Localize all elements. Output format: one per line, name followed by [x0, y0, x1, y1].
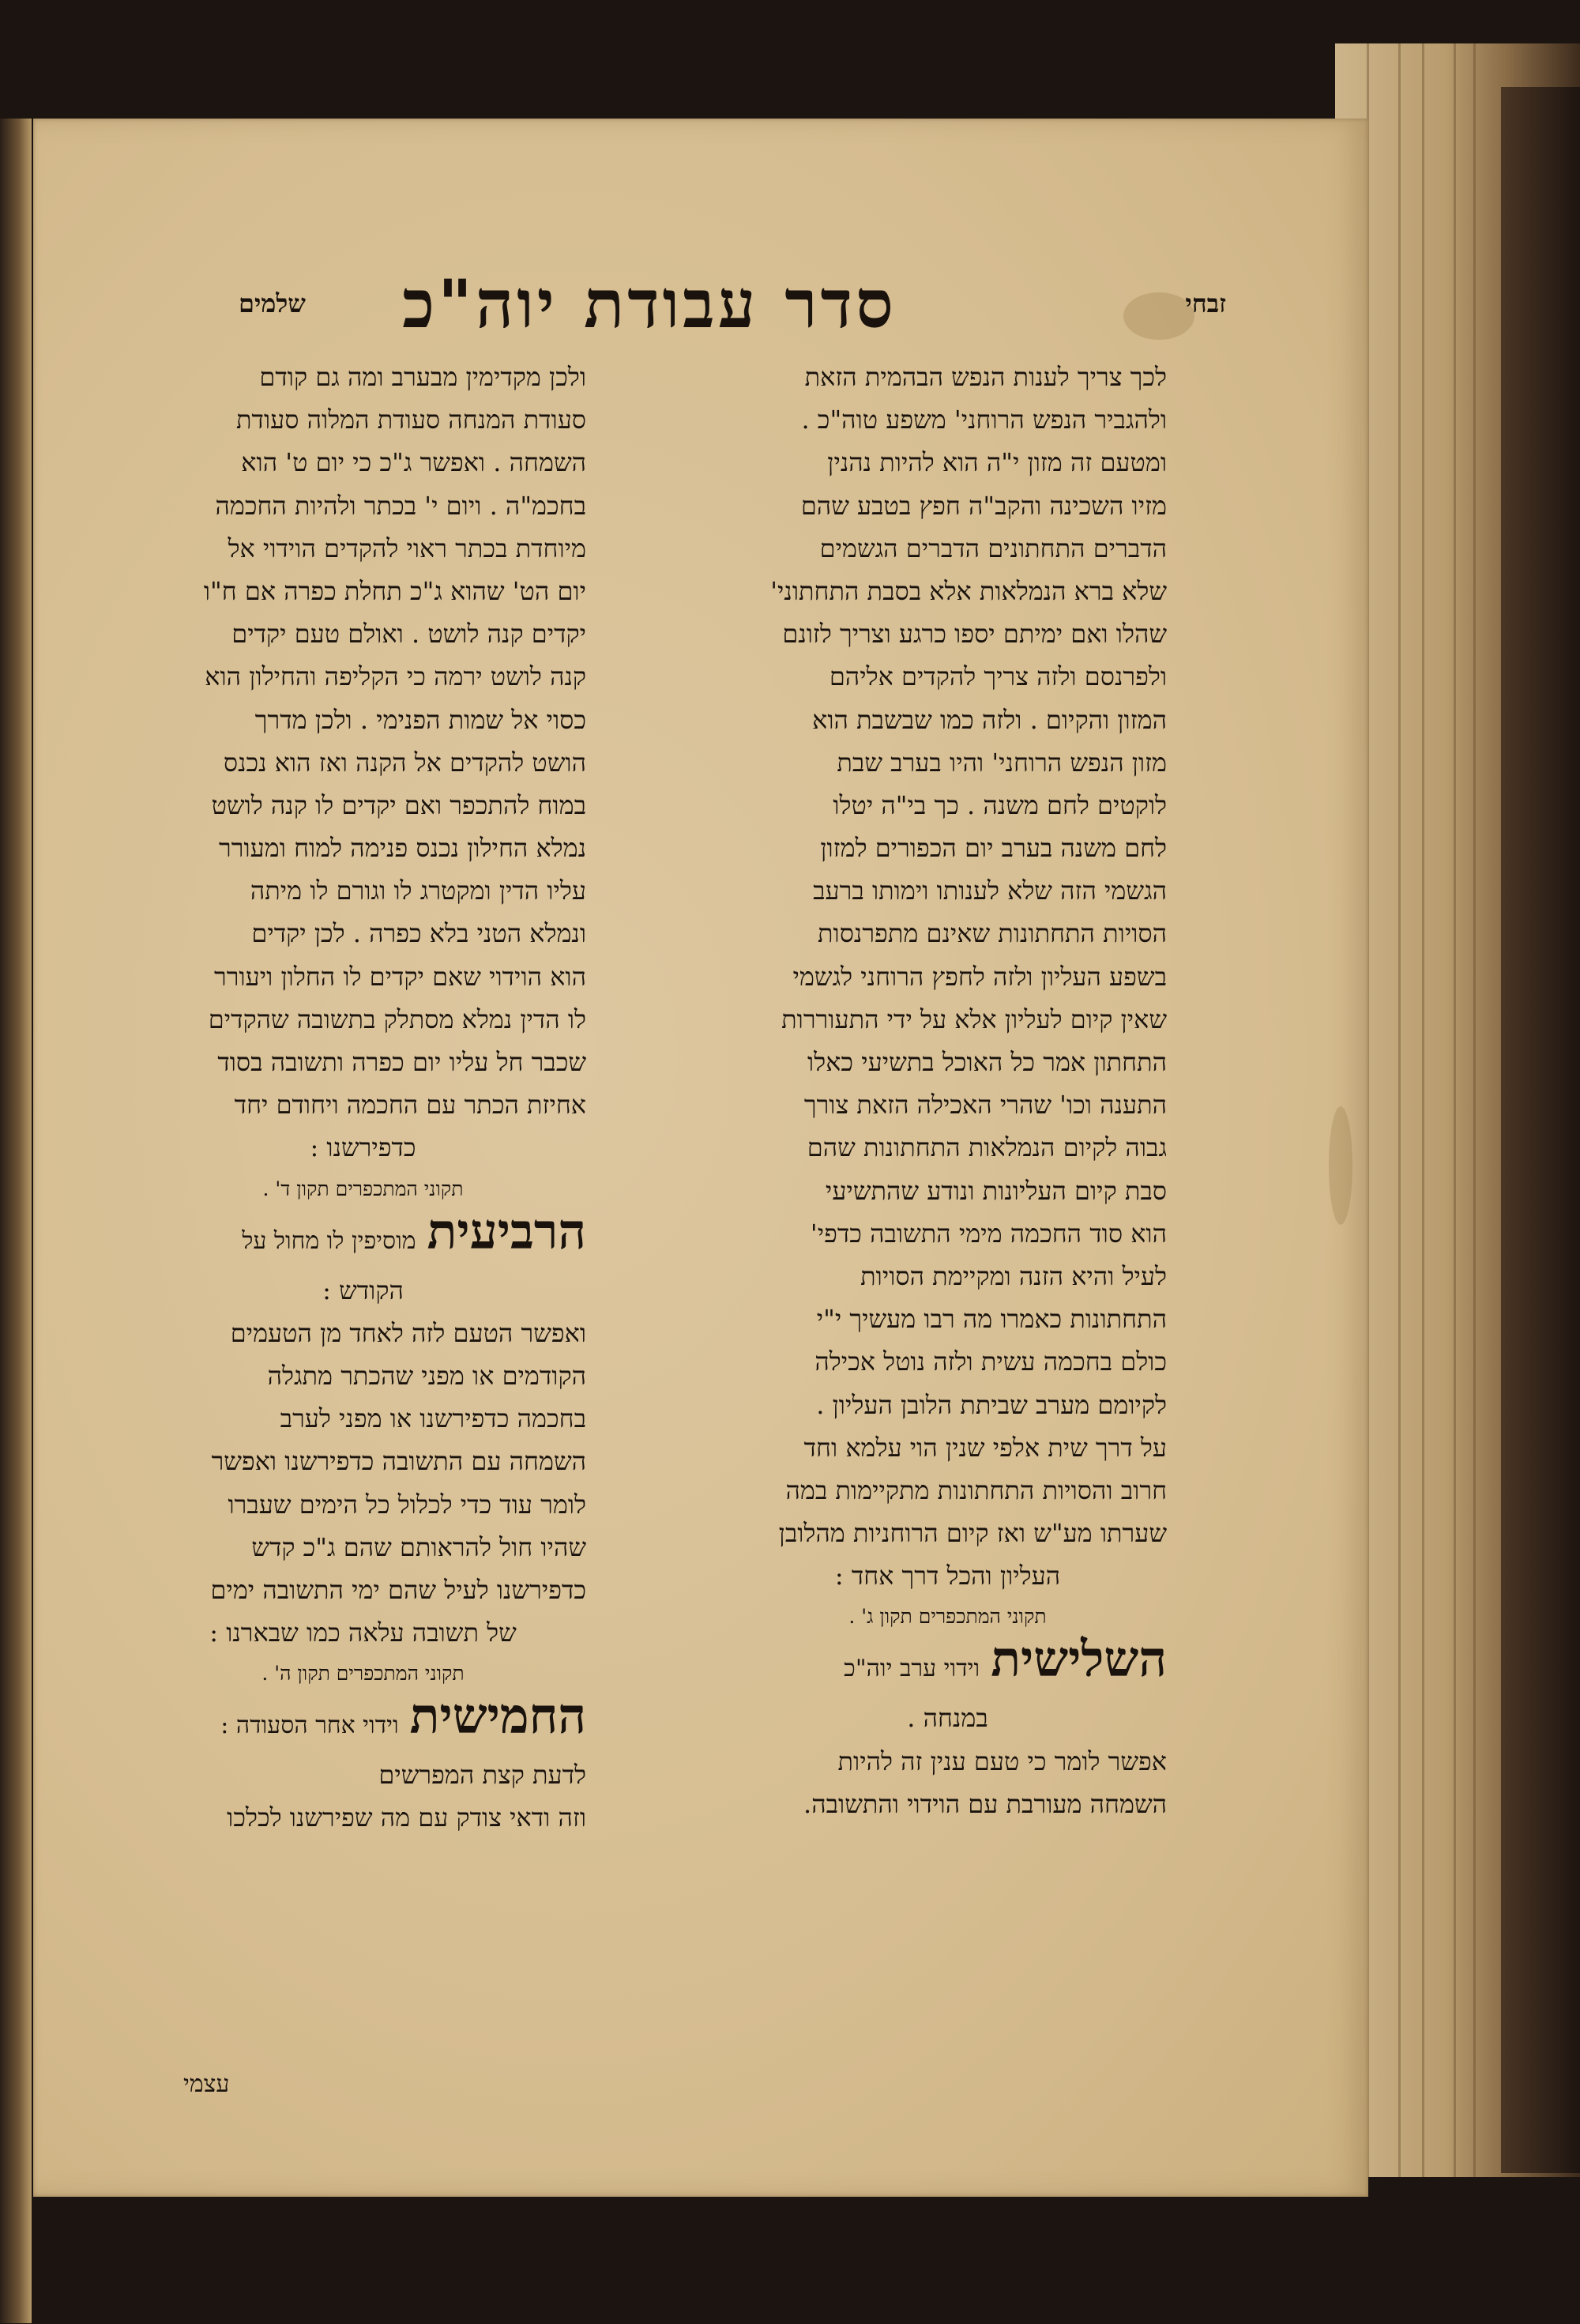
text-line: ולהגביר הנפש הרוחני' משפע טוה"כ . [801, 405, 1167, 435]
right-text-column [728, 356, 1167, 1825]
text-line: של תשובה עלאה כמו שבארנו : [209, 1618, 517, 1648]
text-line: שלא ברא הנמלאות אלא בסבת התחתוני' [770, 575, 1167, 606]
text-line: יקדים קנה לושט . ואולם טעם יקדים [231, 619, 586, 650]
header-right-label: שלמים [239, 288, 306, 318]
text-line: בחכמ"ה . ויום י' בכתר ולהיות החכמה [215, 490, 586, 521]
text-line: מזון הנפש הרוחני' והיו בערב שבת [837, 747, 1167, 778]
section-subtitle-3b: במנחה . [907, 1703, 988, 1734]
section-heading-3 [728, 1632, 1167, 1697]
left-page-edge [0, 119, 32, 2323]
text-line: הגשמי הזה שלא לענותו וימותו ברעב [813, 876, 1167, 906]
text-line: סבת קיום העליונות ונודע שהתשיעי [825, 1175, 1167, 1206]
text-line: לדעת קצת המפרשים [378, 1760, 586, 1791]
text-line: אפשר לומר כי טעם ענין זה להיות [837, 1746, 1167, 1776]
text-line: השמחה . ואפשר ג"כ כי יום ט' הוא [241, 447, 586, 478]
text-line: שערתו מע"ש ואז קיום הרוחניות מהלובן [778, 1518, 1167, 1549]
text-line: כדפירשנו : [310, 1132, 416, 1163]
text-line: סעודת המנחה סעודת המלוה סעודת [236, 405, 586, 435]
text-line: הוא הוידוי שאם יקדים לו החלון ויעורר [214, 961, 586, 992]
text-line: ומטעם זה מזון י"ה הוא להיות נהנין [827, 447, 1167, 478]
text-line: התענה וכו' שהרי האכילה הזאת צורך [803, 1090, 1167, 1121]
running-header [33, 265, 1368, 352]
text-line: וזה ודאי צודק עם מה שפירשנו לכלכו [227, 1802, 586, 1833]
text-line: על דרך שית אלפי שנין הוי עלמא וחד [803, 1432, 1167, 1463]
section-title-5: החמישית [409, 1687, 586, 1746]
text-line: הושט להקדים אל הקנה ואז הוא נכנס [223, 747, 586, 778]
text-line: הסויות התחתונות שאינם מתפרנסות [818, 918, 1167, 949]
text-line: לקיומם מערב שביתת הלובן העליון . [816, 1389, 1167, 1420]
text-line: אחיזת הכתר עם החכמה ויחודם יחד [234, 1090, 586, 1121]
text-line: חרוב והסויות התחתונות מתקיימות במה [785, 1475, 1167, 1505]
text-line: כדפירשנו לעיל שהם ימי התשובה ימים [210, 1574, 586, 1605]
text-line: לוקטים לחם משנה . כך בי"ה יטלו [833, 789, 1167, 820]
text-line: לעיל והיא הזנה ומקיימת הסויות [860, 1260, 1167, 1291]
text-line: עליו הדין ומקטרג לו וגורם לו מיתה [250, 876, 586, 906]
section-heading-4 [140, 1204, 586, 1269]
page-title: סדר עבודת יוה"כ [402, 265, 897, 343]
book-cover-edge [1501, 87, 1580, 2173]
section-title-4: הרביעית [427, 1202, 586, 1260]
text-line: גבוה לקיום הנמלאות התחתונות שהם [807, 1132, 1167, 1163]
text-line: קנה לושט ירמה כי הקליפה והחילון הוא [205, 661, 586, 692]
text-line: השמחה עם התשובה כדפירשנו ואפשר [211, 1446, 586, 1477]
text-line: הדברים התחתונים הדברים הגשמים [819, 533, 1167, 563]
text-line: התחתונות כאמרו מה רבו מעשיך י"י [816, 1304, 1167, 1335]
text-line: לו הדין נמלא מסתלק בתשובה שהקדים [208, 1004, 586, 1034]
text-line: שאין קיום לעליון אלא על ידי התעוררות [781, 1004, 1167, 1034]
text-line: השמחה מעורבת עם הוידוי והתשובה. [803, 1788, 1167, 1819]
text-line: יום הט' שהוא ג"כ תחלת כפרה אם ח"ו [203, 575, 586, 606]
section-title-3: השלישית [991, 1630, 1167, 1689]
text-line: כסוי אל שמות הפנימי . ולכן מדרך [254, 704, 586, 735]
text-line: ולכן מקדימין מבערב ומה גם קודם [259, 362, 586, 392]
text-line: מיוחדת בכתר ראוי להקדים הוידוי אל [228, 533, 586, 563]
left-text-column [140, 356, 586, 1840]
text-line: התחתון אמר כל האוכל בתשיעי כאלו [807, 1047, 1167, 1077]
text-line: בחכמה כדפירשנו או מפני לערב [280, 1403, 586, 1434]
text-line: ונמלא הטני בלא כפרה . לכן יקדים [251, 918, 586, 949]
book-page [33, 119, 1368, 2197]
text-line: שהלו ואם ימיתם יספו כרגע וצריך לזונם [782, 619, 1167, 650]
text-line: הוא סוד החכמה מימי התשובה כדפי' [810, 1218, 1167, 1249]
section-subtitle-4: מוסיפין לו מחול על [242, 1226, 416, 1255]
section-subtitle-4b: הקודש : [322, 1275, 404, 1305]
text-line: נמלא החילון נכנס פנימה למוח ומעורר [219, 833, 586, 864]
text-line: במוח להתכפר ואם יקדים לו קנה לושט [211, 789, 586, 820]
text-line: לחם משנה בערב יום הכפורים למזון [820, 833, 1167, 864]
text-line: שכבר חל עליו יום כפרה ותשובה בסוד [217, 1047, 586, 1077]
text-line: העליון והכל דרך אחד : [834, 1561, 1061, 1591]
section-subtitle-3: וידוי ערב יוה"כ [844, 1655, 980, 1683]
text-line: מזיו השכינה והקב"ה חפץ בטבע שהם [800, 490, 1167, 521]
text-line: ואפשר הטעם לזה לאחד מן הטעמים [230, 1317, 586, 1348]
catchword: עצמי [183, 2070, 230, 2098]
section-heading-5 [140, 1689, 586, 1753]
text-line: בשפע העליון ולזה לחפץ הרוחני לגשמי [792, 961, 1167, 992]
text-line: כולם בחכמה עשית ולזה נוטל אכילה [814, 1347, 1167, 1377]
text-line: הקודמים או מפני שהכתר מתגלה [267, 1360, 586, 1391]
section-note-4: תקוני המתכפרים תקון ד' . [262, 1177, 464, 1200]
text-line: לכך צריך לענות הנפש הבהמית הזאת [804, 362, 1167, 392]
text-line: המזון והקיום . ולזה כמו שבשבת הוא [812, 704, 1167, 735]
header-left-label: זבחי [1185, 288, 1226, 318]
text-line: ולפרנסם ולזה צריך להקדים אליהם [829, 661, 1167, 692]
section-note-5: תקוני המתכפרים תקון ה' . [261, 1662, 465, 1686]
section-subtitle-5: וידוי אחר הסעודה : [220, 1712, 399, 1740]
text-line: לומר עוד כדי לכלול כל הימים שעברו [228, 1489, 586, 1520]
text-line: שהיו חול להראותם שהם ג"כ קדש [251, 1531, 586, 1562]
section-note-3: תקוני המתכפרים תקון ג' . [848, 1605, 1047, 1629]
